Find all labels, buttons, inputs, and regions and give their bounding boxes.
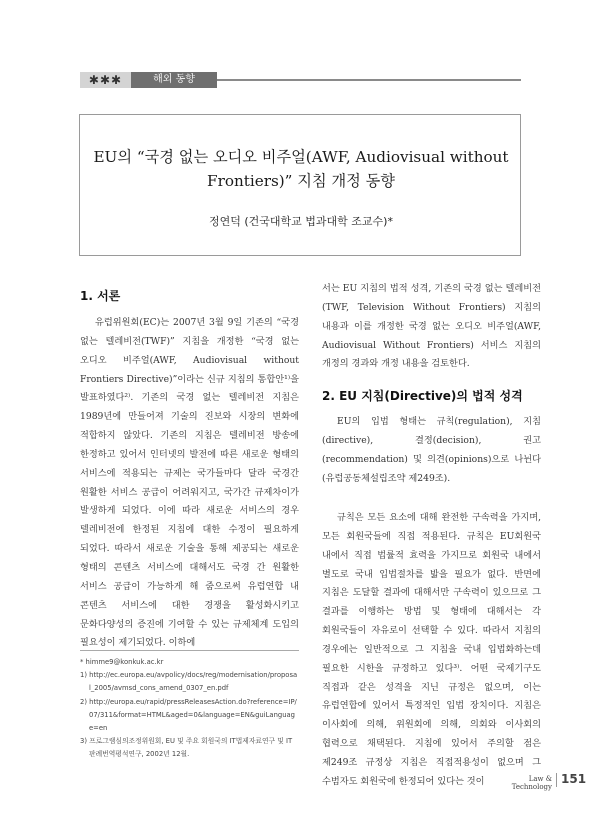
section-1-paragraph: 유럽위원회(EC)는 2007년 3월 9일 기존의 “국경 없는 텔레비전(TWF)” 지침을 개정한 “국경 없는 오디오 비주얼(AWF, Audiovisual without Frontiers Directive)”이라는 신규 지침의 통합안¹⁾을 발표하였다²⁾. 기존의 국경 없는 텔레비전 지침은 1989년에 만들어져 기술의 진보와 시장의 변화에 적합하지 않았다. 기존의 지침은 텔레비전 방송에 한정하고 있어서 인터넷의 발전에 따른 새로운 형태의 서비스에 적용되는 규제는 국가들마다 달라 국경간 원활한 서비스 공급이 어려워지고, 국가간 규제차이가 발생하게 되었다. 이에 따라 새로운 서비스의 경우 텔레비전에 한정된 지침에 대한 수정이 필요하게 되었다. 따라서 새로운 기술을 통해 제공되는 새로운 형태의 콘텐츠 서비스에 대해서도 국경 간 원활한 서비스 공급이 가능하게 해 줌으로써 유럽연합 내 콘텐츠 서비스에 대한 경쟁을 활성화시키고 문화다양성의 증진에 기여할 수 있는 규제체계 도입의 필요성이 제기되었다. 이하에	[80, 317, 299, 649]
footer-journal-name: Law & Technology	[511, 775, 552, 791]
page-number: 151	[561, 772, 587, 786]
section-1-heading: 1. 서론	[80, 289, 121, 303]
footer-divider	[556, 773, 557, 787]
article-title	[80, 145, 522, 193]
footnote-3: 3) 프로그램심의조정위원회, EU 및 주요 회원국의 IT법제자료연구 및 IT 판례번역평석연구, 2002년 12월.	[80, 737, 293, 759]
footnote-2: 2) http://europa.eu/rapid/pressReleasesAction.do?reference=IP/07/311&format=HTML&aged=0&language=EN&guiLanguage=en	[80, 697, 297, 733]
title-box	[79, 114, 521, 256]
footnote-1: 1) http://ec.europa.eu/avpolicy/docs/reg/modernisation/proposal_2005/avmsd_cons_amend_0307_en.pdf	[80, 671, 298, 693]
title-line-1: EU의 “국경 없는 오디오 비주얼(AWF, Audiovisual without	[93, 148, 509, 166]
title-line-2: Frontiers)” 지침 개정 동향	[207, 172, 395, 190]
footnote-divider	[80, 650, 299, 651]
header-divider	[217, 79, 521, 81]
star-marks: ✱✱✱	[80, 72, 131, 88]
section-label: 해외 동향	[131, 72, 217, 88]
section-2-heading: 2. EU 지침(Directive)의 법적 성격	[322, 389, 523, 403]
footnote-email: * himme9@konkuk.ac.kr	[80, 658, 164, 666]
section-2-paragraph-2: 규칙은 모든 요소에 대해 완전한 구속력을 가지며, 모든 회원국들에 직접 적용된다. 규칙은 EU회원국 내에서 직접 법률적 효력을 가지므로 회원국 내에서 별도로 국내 입법절차를 밟을 필요가 없다. 반면에 지침은 도달할 결과에 대해서만 구속력이 있으므로 그 결과를 이행하는 방법 및 형태에 대해서는 각 회원국들이 자유로이 선택할 수 있다. 따라서 지침의 경우에는 일반적으로 그 지침을 국내 입법화하는데 필요한 시한을 규정하고 있다³⁾. 어떤 국제기구도 직접과 같은 성격을 지닌 규정은 없으며, 이는 유럽연합에 있어서 특정적인 입법 장치이다. 지침은 이사회에 의해, 위원회에 의해, 의회와 이사회의 협력으로 채택된다. 지침에 있어서 주의할 점은 제249조 규정상 지침은 직접적용성이 없으며 그 수범자도 회원국에 한정되어 있다는 것이	[322, 512, 541, 787]
section-2-paragraph-1: EU의 입법 형태는 규칙(regulation), 지침(directive), 결정(decision), 권고(recommendation) 및 의견(opinions)으로 나뉜다(유럽공동체설립조약 제249조).	[322, 416, 541, 484]
section-1-continuation: 서는 EU 지침의 법적 성격, 기존의 국경 없는 텔레비전(TWF, Television Without Frontiers) 지침의 내용과 이를 개정한 국경 없는 오디오 비주얼(AWF, Audiovisual Without Frontiers) 서비스 지침의 개정의 경과와 개정 내용을 검토한다.	[322, 283, 541, 370]
article-author: 정연덕 (건국대학교 법과대학 조교수)*	[209, 215, 393, 228]
section-header-bar	[80, 72, 521, 88]
footnotes	[80, 656, 299, 762]
